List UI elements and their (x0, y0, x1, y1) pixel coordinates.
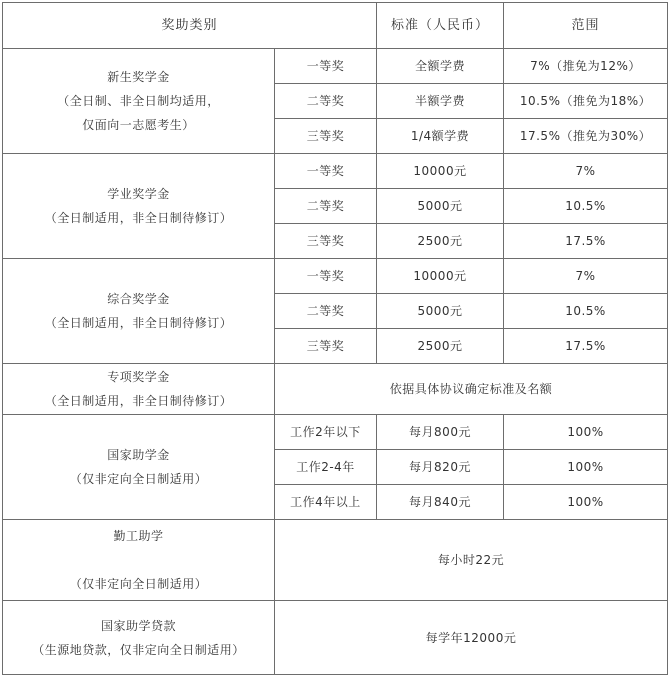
table-row (3, 154, 668, 189)
level-cell: 二等奖 (275, 294, 377, 329)
standard-cell: 5000元 (377, 294, 504, 329)
category-cell-academic: 学业奖学金 （全日制适用，非全日制待修订） (3, 154, 275, 259)
standard-cell: 1/4额学费 (377, 119, 504, 154)
scope-cell: 10.5% (504, 189, 668, 224)
scope-cell: 7%（推免为12%） (504, 49, 668, 84)
standard-cell: 5000元 (377, 189, 504, 224)
standard-cell: 每月840元 (377, 485, 504, 520)
table-row (3, 601, 668, 675)
level-cell: 一等奖 (275, 154, 377, 189)
level-cell: 三等奖 (275, 329, 377, 364)
scope-cell: 17.5% (504, 329, 668, 364)
scope-cell: 100% (504, 450, 668, 485)
level-cell: 三等奖 (275, 119, 377, 154)
scholarship-table (2, 2, 668, 675)
standard-cell: 半额学费 (377, 84, 504, 119)
header-standard: 标准（人民币） (377, 3, 504, 49)
scope-cell: 17.5%（推免为30%） (504, 119, 668, 154)
level-cell: 工作2-4年 (275, 450, 377, 485)
level-cell: 一等奖 (275, 259, 377, 294)
scope-cell: 100% (504, 415, 668, 450)
merged-standard-cell: 每小时22元 (275, 520, 668, 601)
standard-cell: 2500元 (377, 224, 504, 259)
category-cell-national-grant: 国家助学金 （仅非定向全日制适用） (3, 415, 275, 520)
category-cell-national-loan: 国家助学贷款 （生源地贷款，仅非定向全日制适用） (3, 601, 275, 675)
scope-cell: 10.5% (504, 294, 668, 329)
scope-cell: 17.5% (504, 224, 668, 259)
table-row (3, 49, 668, 84)
scope-cell: 10.5%（推免为18%） (504, 84, 668, 119)
merged-standard-cell: 每学年12000元 (275, 601, 668, 675)
scope-cell: 7% (504, 259, 668, 294)
table-row (3, 259, 668, 294)
header-row (3, 3, 668, 49)
header-category: 奖助类别 (3, 3, 377, 49)
standard-cell: 全额学费 (377, 49, 504, 84)
category-cell-special: 专项奖学金 （全日制适用，非全日制待修订） (3, 364, 275, 415)
standard-cell: 10000元 (377, 259, 504, 294)
table-row (3, 415, 668, 450)
level-cell: 二等奖 (275, 189, 377, 224)
category-cell-work-study: 勤工助学 （仅非定向全日制适用） (3, 520, 275, 601)
category-cell-comprehensive: 综合奖学金 （全日制适用，非全日制待修订） (3, 259, 275, 364)
standard-cell: 每月800元 (377, 415, 504, 450)
standard-cell: 2500元 (377, 329, 504, 364)
level-cell: 二等奖 (275, 84, 377, 119)
standard-cell: 10000元 (377, 154, 504, 189)
level-cell: 一等奖 (275, 49, 377, 84)
level-cell: 三等奖 (275, 224, 377, 259)
level-cell: 工作2年以下 (275, 415, 377, 450)
table-row (3, 364, 668, 415)
table-row (3, 520, 668, 601)
category-cell-freshman: 新生奖学金 （全日制、非全日制均适用， 仅面向一志愿考生） (3, 49, 275, 154)
standard-cell: 每月820元 (377, 450, 504, 485)
scope-cell: 7% (504, 154, 668, 189)
scope-cell: 100% (504, 485, 668, 520)
header-scope: 范围 (504, 3, 668, 49)
merged-standard-cell: 依据具体协议确定标准及名额 (275, 364, 668, 415)
level-cell: 工作4年以上 (275, 485, 377, 520)
